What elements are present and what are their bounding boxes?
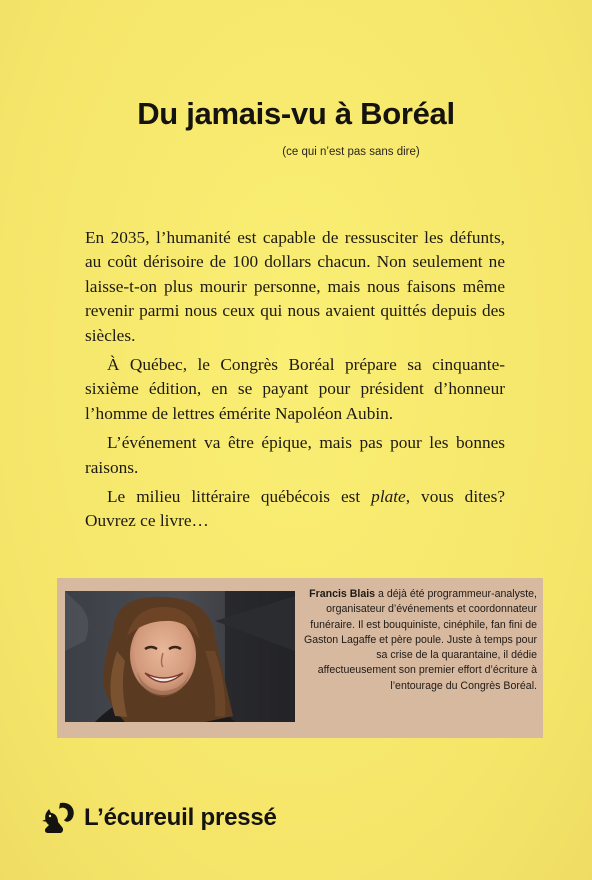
blurb-p4-start: Le milieu littéraire québécois est (107, 487, 372, 507)
book-title: Du jamais-vu à Boréal (137, 96, 455, 131)
squirrel-icon (40, 801, 76, 835)
back-cover-blurb (85, 226, 505, 539)
blurb-paragraph-4 (85, 485, 505, 534)
author-name: Francis Blais (309, 588, 376, 600)
publisher-name: L’écureuil pressé (84, 804, 277, 831)
blurb-p4-emphasis: plate (371, 487, 406, 507)
blurb-paragraph-3: L’événement va être épique, mais pas pour les bonnes raisons. (85, 433, 505, 477)
author-bio-box (57, 578, 543, 738)
author-photo (65, 591, 295, 722)
book-subtitle: (ce qui n’est pas sans dire) (282, 146, 420, 158)
blurb-paragraph-2: À Québec, le Congrès Boréal prépare sa cinquante-sixième édition, en se payant pour président d’honneur l’homme de lettres émérite Napoléon Aubin. (85, 355, 505, 423)
author-bio-text: a déjà été programmeur-analyste, organisateur d’événements et coordonnateur funéraire. Il est bouquiniste, cinéphile, fan fini de Gaston Lagaffe et père poule. Juste à temps pour sa crise de la quarantaine, il dédie affectueusement son premier effort d’écriture à l’entourage du Congrès Boréal. (303, 588, 537, 692)
blurb-paragraph-1: En 2035, l’humanité est capable de ressusciter les défunts, au coût dérisoire de 100 dollars chacun. Non seulement ne laisse-t-on plus mourir personne, mais nous faisons même revenir parmi nous ceux qui nous avaient quittés depuis des siècles. (85, 228, 505, 345)
publisher-logo (40, 800, 277, 836)
blurb-p4-end: , vous dites? Ouvrez ce livre… (85, 487, 505, 531)
author-bio (299, 587, 537, 694)
